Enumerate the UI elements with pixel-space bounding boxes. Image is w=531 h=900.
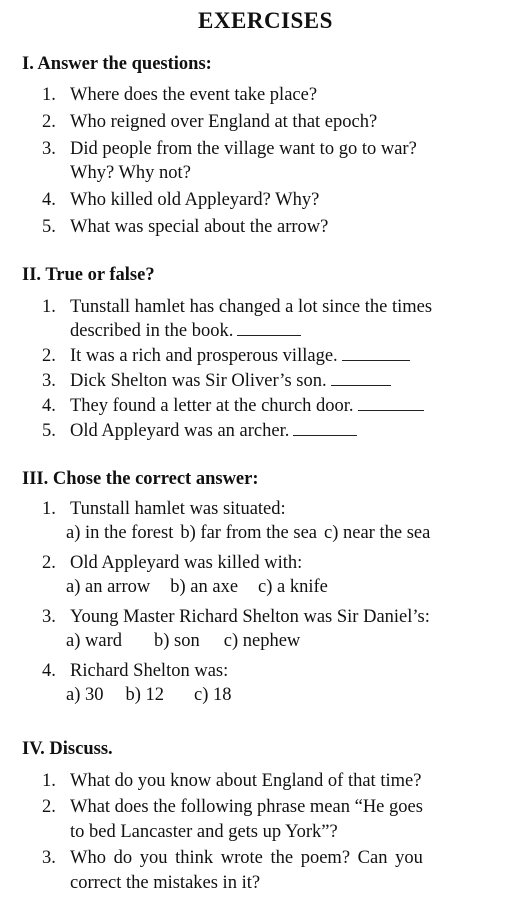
item-text: Tunstall hamlet has changed a lot since the times	[70, 297, 433, 317]
option-a: a) 30	[66, 685, 104, 705]
item-number: 5.	[42, 217, 56, 237]
section-3-item-3-options	[66, 631, 314, 652]
item-text: Who do you think wrote the poem? Can you	[70, 848, 423, 868]
item-text: What do you know about England of that time?	[70, 771, 422, 791]
answer-blank	[358, 396, 424, 411]
option-c: c) 18	[194, 685, 232, 705]
item-number: 1.	[42, 771, 56, 791]
section-4-heading: IV. Discuss.	[22, 739, 113, 759]
section-3-item-2-options	[66, 577, 342, 598]
option-b: b) far from the sea	[180, 523, 318, 543]
item-text-continued: described in the book.	[70, 321, 234, 341]
item-number: 5.	[42, 421, 56, 441]
option-b: b) son	[153, 631, 200, 651]
item-number: 1.	[42, 297, 56, 317]
option-a: a) an arrow	[66, 577, 151, 597]
item-number: 4.	[42, 190, 56, 210]
answer-blank	[293, 421, 357, 436]
item-text: Richard Shelton was:	[70, 661, 229, 681]
item-text: Did people from the village want to go to war?	[70, 139, 417, 159]
item-number: 1.	[42, 499, 56, 519]
item-number: 2.	[42, 112, 56, 132]
item-text-continued: correct the mistakes in it?	[70, 873, 261, 893]
answer-blank	[237, 321, 301, 336]
item-number: 2.	[42, 553, 56, 573]
item-text-continued: to bed Lancaster and gets up York”?	[70, 822, 338, 842]
section-1-heading: I. Answer the questions:	[22, 54, 212, 74]
item-number: 3.	[42, 848, 56, 868]
item-number: 2.	[42, 797, 56, 817]
answer-blank	[331, 371, 391, 386]
option-b: b) an axe	[170, 577, 239, 597]
option-b: b) 12	[125, 685, 165, 705]
option-c: c) a knife	[258, 577, 328, 597]
item-number: 3.	[42, 139, 56, 159]
answer-blank	[342, 346, 410, 361]
item-text: Tunstall hamlet was situated:	[70, 499, 286, 519]
item-text: Where does the event take place?	[70, 85, 318, 105]
item-text-continued: Why? Why not?	[70, 163, 191, 183]
item-number: 3.	[42, 371, 56, 391]
section-3-item-4-options	[66, 685, 246, 706]
item-number: 4.	[42, 661, 56, 681]
item-text: They found a letter at the church door.	[70, 396, 354, 416]
item-text: Dick Shelton was Sir Oliver’s son.	[70, 371, 327, 391]
option-a: a) ward	[66, 631, 122, 651]
item-text: Who killed old Appleyard? Why?	[70, 190, 320, 210]
item-text: Old Appleyard was killed with:	[70, 553, 303, 573]
section-3-item-1-options	[66, 523, 430, 544]
item-text: What does the following phrase mean “He goes	[70, 797, 423, 817]
item-text: What was special about the arrow?	[70, 217, 329, 237]
item-number: 3.	[42, 607, 56, 627]
option-c: c) near the sea	[324, 523, 431, 543]
item-number: 1.	[42, 85, 56, 105]
item-text: It was a rich and prosperous village.	[70, 346, 338, 366]
section-3-heading: III. Chose the correct answer:	[22, 469, 259, 489]
item-text: Young Master Richard Shelton was Sir Daniel’s:	[70, 607, 430, 627]
option-c: c) nephew	[223, 631, 301, 651]
item-number: 4.	[42, 396, 56, 416]
item-text: Who reigned over England at that epoch?	[70, 112, 378, 132]
page-title: EXERCISES	[198, 8, 333, 33]
item-text: Old Appleyard was an archer.	[70, 421, 290, 441]
section-2-heading: II. True or false?	[22, 265, 155, 285]
item-number: 2.	[42, 346, 56, 366]
option-a: a) in the forest	[66, 523, 174, 543]
